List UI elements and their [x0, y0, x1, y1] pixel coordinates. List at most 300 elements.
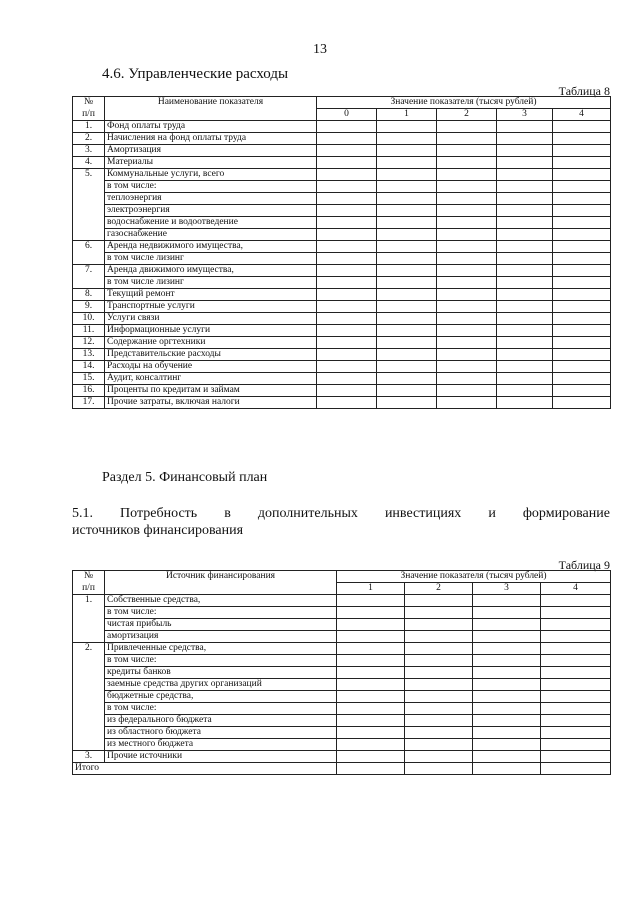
table-row — [73, 643, 611, 655]
value-cell[interactable] — [377, 373, 437, 385]
value-cell[interactable] — [553, 205, 611, 217]
value-cell[interactable] — [337, 691, 405, 703]
table-row — [73, 313, 611, 325]
table-row — [73, 301, 611, 313]
col-num-header-line2: п/п — [73, 583, 105, 595]
value-cell[interactable] — [405, 595, 473, 607]
value-cell[interactable] — [437, 313, 497, 325]
value-cell[interactable] — [553, 277, 611, 289]
row-label: в том числе лизинг — [105, 253, 317, 265]
value-cell[interactable] — [541, 643, 611, 655]
col-num-header: № — [73, 97, 105, 109]
value-cell[interactable] — [497, 121, 553, 133]
row-number — [73, 181, 105, 193]
value-cell[interactable] — [337, 619, 405, 631]
value-cell[interactable] — [473, 595, 541, 607]
row-number: 15. — [73, 373, 105, 385]
value-cell[interactable] — [377, 121, 437, 133]
row-label: Прочие затраты, включая налоги — [105, 397, 317, 409]
table-row — [73, 217, 611, 229]
row-label: Собственные средства, — [105, 595, 337, 607]
value-cell[interactable] — [337, 703, 405, 715]
value-cell[interactable] — [497, 301, 553, 313]
section-51-heading-line2: источников финансирования — [72, 523, 244, 538]
value-cell[interactable] — [337, 727, 405, 739]
table-9-caption: Таблица 9 — [558, 558, 610, 572]
row-number — [73, 691, 105, 703]
value-cell[interactable] — [497, 265, 553, 277]
value-cell[interactable] — [317, 289, 377, 301]
value-cell[interactable] — [473, 739, 541, 751]
value-cell[interactable] — [337, 631, 405, 643]
value-cell[interactable] — [437, 181, 497, 193]
table-row — [73, 241, 611, 253]
total-row — [73, 763, 611, 775]
value-cell[interactable] — [473, 763, 541, 775]
col-num-header-line2: п/п — [73, 109, 105, 121]
row-number: 3. — [73, 145, 105, 157]
section-51-heading-line1 — [72, 505, 610, 522]
value-cell[interactable] — [553, 337, 611, 349]
value-cell[interactable] — [317, 265, 377, 277]
value-cell[interactable] — [497, 313, 553, 325]
value-cell[interactable] — [317, 349, 377, 361]
value-cell[interactable] — [377, 289, 437, 301]
row-number: 3. — [73, 751, 105, 763]
value-cell[interactable] — [437, 157, 497, 169]
value-cell[interactable] — [473, 691, 541, 703]
table-management-expenses — [72, 96, 611, 409]
row-label: газоснабжение — [105, 229, 317, 241]
value-cell[interactable] — [317, 241, 377, 253]
table-row — [73, 385, 611, 397]
value-cell[interactable] — [337, 607, 405, 619]
value-cell[interactable] — [553, 313, 611, 325]
heading-word: и — [488, 506, 496, 521]
section-title-financial-plan: Раздел 5. Финансовый план — [102, 470, 268, 485]
value-cell[interactable] — [317, 373, 377, 385]
value-cell[interactable] — [473, 703, 541, 715]
value-cell[interactable] — [377, 397, 437, 409]
section-51-heading — [72, 505, 610, 539]
value-cell[interactable] — [317, 325, 377, 337]
value-cell[interactable] — [497, 133, 553, 145]
value-cell[interactable] — [337, 667, 405, 679]
value-cell[interactable] — [437, 169, 497, 181]
table-row — [73, 373, 611, 385]
row-number: 6. — [73, 241, 105, 253]
value-cell[interactable] — [377, 133, 437, 145]
row-number — [73, 607, 105, 619]
table-row — [73, 253, 611, 265]
value-cell[interactable] — [377, 181, 437, 193]
sub-col-header: 1 — [337, 583, 405, 595]
value-cell[interactable] — [497, 241, 553, 253]
value-cell[interactable] — [541, 679, 611, 691]
value-cell[interactable] — [405, 667, 473, 679]
value-cell[interactable] — [497, 361, 553, 373]
table-row — [73, 193, 611, 205]
value-cell[interactable] — [377, 337, 437, 349]
value-cell[interactable] — [317, 157, 377, 169]
table-row — [73, 727, 611, 739]
value-cell[interactable] — [377, 241, 437, 253]
col-num-header: № — [73, 571, 105, 583]
value-cell[interactable] — [377, 325, 437, 337]
value-cell[interactable] — [405, 631, 473, 643]
row-label: Аренда недвижимого имущества, — [105, 241, 317, 253]
value-cell[interactable] — [497, 289, 553, 301]
table-row — [73, 121, 611, 133]
row-number — [73, 217, 105, 229]
value-cell[interactable] — [497, 229, 553, 241]
row-label: в том числе: — [105, 181, 317, 193]
row-label: Содержание оргтехники — [105, 337, 317, 349]
value-cell[interactable] — [405, 751, 473, 763]
sub-col-header: 3 — [497, 109, 553, 121]
row-number: 16. — [73, 385, 105, 397]
value-cell[interactable] — [337, 679, 405, 691]
row-number — [73, 631, 105, 643]
value-cell[interactable] — [317, 385, 377, 397]
value-cell[interactable] — [553, 301, 611, 313]
value-cell[interactable] — [541, 595, 611, 607]
value-cell[interactable] — [541, 763, 611, 775]
heading-word: инвестициях — [384, 506, 462, 521]
value-cell[interactable] — [473, 655, 541, 667]
col-source-header: Источник финансирования — [105, 571, 337, 595]
row-label: Коммунальные услуги, всего — [105, 169, 317, 181]
value-cell[interactable] — [553, 241, 611, 253]
value-cell[interactable] — [541, 691, 611, 703]
value-cell[interactable] — [541, 715, 611, 727]
value-cell[interactable] — [377, 229, 437, 241]
value-cell[interactable] — [541, 751, 611, 763]
value-cell[interactable] — [405, 739, 473, 751]
value-cell[interactable] — [317, 361, 377, 373]
row-label: водоснабжение и водоотведение — [105, 217, 317, 229]
value-cell[interactable] — [405, 619, 473, 631]
row-label: кредиты банков — [105, 667, 337, 679]
value-cell[interactable] — [473, 631, 541, 643]
value-cell[interactable] — [473, 727, 541, 739]
value-cell[interactable] — [437, 229, 497, 241]
value-cell[interactable] — [553, 385, 611, 397]
value-cell[interactable] — [541, 667, 611, 679]
value-cell[interactable] — [473, 619, 541, 631]
value-cell[interactable] — [337, 763, 405, 775]
value-cell[interactable] — [497, 337, 553, 349]
value-cell[interactable] — [437, 385, 497, 397]
table-row — [73, 397, 611, 409]
value-cell[interactable] — [497, 193, 553, 205]
sub-col-header: 4 — [541, 583, 611, 595]
value-cell[interactable] — [553, 253, 611, 265]
value-cell[interactable] — [497, 145, 553, 157]
col-value-header: Значение показателя (тысяч рублей) — [317, 97, 611, 109]
row-number: 17. — [73, 397, 105, 409]
table-row — [73, 145, 611, 157]
value-cell[interactable] — [377, 217, 437, 229]
row-label: Аудит, консалтинг — [105, 373, 317, 385]
row-label: Прочие источники — [105, 751, 337, 763]
value-cell[interactable] — [473, 715, 541, 727]
value-cell[interactable] — [317, 205, 377, 217]
value-cell[interactable] — [317, 301, 377, 313]
value-cell[interactable] — [317, 397, 377, 409]
row-number: 2. — [73, 643, 105, 655]
value-cell[interactable] — [317, 277, 377, 289]
table-row — [73, 133, 611, 145]
value-cell[interactable] — [437, 145, 497, 157]
table-row — [73, 277, 611, 289]
value-cell[interactable] — [377, 145, 437, 157]
value-cell[interactable] — [437, 349, 497, 361]
table-row — [73, 595, 611, 607]
sub-col-header: 2 — [405, 583, 473, 595]
value-cell[interactable] — [553, 229, 611, 241]
value-cell[interactable] — [497, 157, 553, 169]
row-label: чистая прибыль — [105, 619, 337, 631]
table-8-caption: Таблица 8 — [558, 84, 610, 98]
value-cell[interactable] — [337, 643, 405, 655]
value-cell[interactable] — [377, 361, 437, 373]
value-cell[interactable] — [497, 181, 553, 193]
value-cell[interactable] — [553, 157, 611, 169]
value-cell[interactable] — [497, 373, 553, 385]
heading-word: Потребность — [120, 506, 198, 521]
value-cell[interactable] — [377, 169, 437, 181]
value-cell[interactable] — [497, 217, 553, 229]
value-cell[interactable] — [497, 397, 553, 409]
value-cell[interactable] — [497, 349, 553, 361]
row-number: 1. — [73, 121, 105, 133]
value-cell[interactable] — [377, 157, 437, 169]
value-cell[interactable] — [553, 265, 611, 277]
value-cell[interactable] — [553, 193, 611, 205]
row-number: 11. — [73, 325, 105, 337]
table-row — [73, 679, 611, 691]
table-financing-sources — [72, 570, 611, 775]
value-cell[interactable] — [437, 373, 497, 385]
row-label: в том числе: — [105, 607, 337, 619]
table-row — [73, 667, 611, 679]
value-cell[interactable] — [473, 643, 541, 655]
value-cell[interactable] — [317, 169, 377, 181]
row-number — [73, 277, 105, 289]
table-row — [73, 337, 611, 349]
value-cell[interactable] — [553, 121, 611, 133]
value-cell[interactable] — [317, 133, 377, 145]
value-cell[interactable] — [437, 361, 497, 373]
value-cell[interactable] — [317, 193, 377, 205]
table-row — [73, 361, 611, 373]
row-label: бюджетные средства, — [105, 691, 337, 703]
value-cell[interactable] — [553, 397, 611, 409]
value-cell[interactable] — [317, 313, 377, 325]
value-cell[interactable] — [437, 325, 497, 337]
row-label: Транспортные услуги — [105, 301, 317, 313]
row-number — [73, 703, 105, 715]
page-number: 13 — [313, 42, 327, 57]
value-cell[interactable] — [437, 133, 497, 145]
value-cell[interactable] — [497, 325, 553, 337]
row-label: Амортизация — [105, 145, 317, 157]
value-cell[interactable] — [377, 265, 437, 277]
table-row — [73, 265, 611, 277]
value-cell[interactable] — [377, 193, 437, 205]
value-cell[interactable] — [405, 715, 473, 727]
row-number: 1. — [73, 595, 105, 607]
table-row — [73, 631, 611, 643]
value-cell[interactable] — [317, 121, 377, 133]
heading-word: 5.1. — [72, 506, 93, 521]
value-cell[interactable] — [553, 289, 611, 301]
value-cell[interactable] — [377, 349, 437, 361]
value-cell[interactable] — [317, 253, 377, 265]
value-cell[interactable] — [317, 181, 377, 193]
section-title-management-expenses: 4.6. Управленческие расходы — [102, 66, 289, 82]
value-cell[interactable] — [437, 121, 497, 133]
value-cell[interactable] — [437, 397, 497, 409]
value-cell[interactable] — [377, 301, 437, 313]
value-cell[interactable] — [337, 655, 405, 667]
value-cell[interactable] — [337, 595, 405, 607]
table-row — [73, 607, 611, 619]
value-cell[interactable] — [437, 205, 497, 217]
value-cell[interactable] — [337, 739, 405, 751]
row-number: 8. — [73, 289, 105, 301]
value-cell[interactable] — [437, 277, 497, 289]
value-cell[interactable] — [317, 337, 377, 349]
value-cell[interactable] — [377, 313, 437, 325]
row-label: Проценты по кредитам и займам — [105, 385, 317, 397]
table-row — [73, 169, 611, 181]
row-number — [73, 727, 105, 739]
value-cell[interactable] — [553, 169, 611, 181]
value-cell[interactable] — [405, 679, 473, 691]
value-cell[interactable] — [337, 715, 405, 727]
value-cell[interactable] — [553, 133, 611, 145]
row-number: 10. — [73, 313, 105, 325]
value-cell[interactable] — [541, 655, 611, 667]
row-label: Текущий ремонт — [105, 289, 317, 301]
value-cell[interactable] — [473, 679, 541, 691]
value-cell[interactable] — [541, 739, 611, 751]
value-cell[interactable] — [437, 241, 497, 253]
value-cell[interactable] — [473, 607, 541, 619]
value-cell[interactable] — [473, 667, 541, 679]
table-row — [73, 157, 611, 169]
value-cell[interactable] — [473, 751, 541, 763]
value-cell[interactable] — [541, 631, 611, 643]
value-cell[interactable] — [337, 751, 405, 763]
value-cell[interactable] — [405, 763, 473, 775]
table-row — [73, 703, 611, 715]
value-cell[interactable] — [497, 205, 553, 217]
value-cell[interactable] — [497, 253, 553, 265]
value-cell[interactable] — [377, 205, 437, 217]
col-value-header: Значение показателя (тысяч рублей) — [337, 571, 611, 583]
value-cell[interactable] — [437, 337, 497, 349]
table-row — [73, 349, 611, 361]
value-cell[interactable] — [553, 145, 611, 157]
table-row — [73, 751, 611, 763]
value-cell[interactable] — [553, 217, 611, 229]
row-label: Расходы на обучение — [105, 361, 317, 373]
value-cell[interactable] — [405, 655, 473, 667]
value-cell[interactable] — [405, 643, 473, 655]
value-cell[interactable] — [405, 607, 473, 619]
value-cell[interactable] — [497, 169, 553, 181]
value-cell[interactable] — [553, 373, 611, 385]
row-label: Услуги связи — [105, 313, 317, 325]
value-cell[interactable] — [541, 703, 611, 715]
value-cell[interactable] — [317, 145, 377, 157]
value-cell[interactable] — [437, 301, 497, 313]
row-number — [73, 193, 105, 205]
value-cell[interactable] — [377, 385, 437, 397]
value-cell[interactable] — [553, 181, 611, 193]
sub-col-header: 0 — [317, 109, 377, 121]
row-number: 14. — [73, 361, 105, 373]
row-label: Информационные услуги — [105, 325, 317, 337]
row-number — [73, 253, 105, 265]
value-cell[interactable] — [553, 349, 611, 361]
value-cell[interactable] — [377, 253, 437, 265]
row-label: Представительские расходы — [105, 349, 317, 361]
row-label: из федерального бюджета — [105, 715, 337, 727]
sub-col-header: 4 — [553, 109, 611, 121]
table-row — [73, 739, 611, 751]
value-cell[interactable] — [497, 385, 553, 397]
value-cell[interactable] — [317, 217, 377, 229]
row-label: из местного бюджета — [105, 739, 337, 751]
value-cell[interactable] — [553, 325, 611, 337]
col-name-header: Наименование показателя — [105, 97, 317, 121]
value-cell[interactable] — [553, 361, 611, 373]
table-row — [73, 325, 611, 337]
table-row — [73, 289, 611, 301]
sub-col-header: 1 — [377, 109, 437, 121]
value-cell[interactable] — [437, 217, 497, 229]
table-row — [73, 205, 611, 217]
row-label: из областного бюджета — [105, 727, 337, 739]
value-cell[interactable] — [437, 193, 497, 205]
value-cell[interactable] — [437, 253, 497, 265]
value-cell[interactable] — [541, 727, 611, 739]
row-label: амортизация — [105, 631, 337, 643]
value-cell[interactable] — [405, 691, 473, 703]
value-cell[interactable] — [437, 289, 497, 301]
value-cell[interactable] — [405, 703, 473, 715]
row-label: Материалы — [105, 157, 317, 169]
value-cell[interactable] — [437, 265, 497, 277]
row-label: Начисления на фонд оплаты труда — [105, 133, 317, 145]
sub-col-header: 2 — [437, 109, 497, 121]
value-cell[interactable] — [377, 277, 437, 289]
table-row — [73, 181, 611, 193]
value-cell[interactable] — [405, 727, 473, 739]
value-cell[interactable] — [497, 277, 553, 289]
table-row — [73, 619, 611, 631]
row-label: заемные средства других организаций — [105, 679, 337, 691]
value-cell[interactable] — [317, 229, 377, 241]
value-cell[interactable] — [541, 607, 611, 619]
row-number: 4. — [73, 157, 105, 169]
row-number: 2. — [73, 133, 105, 145]
value-cell[interactable] — [541, 619, 611, 631]
